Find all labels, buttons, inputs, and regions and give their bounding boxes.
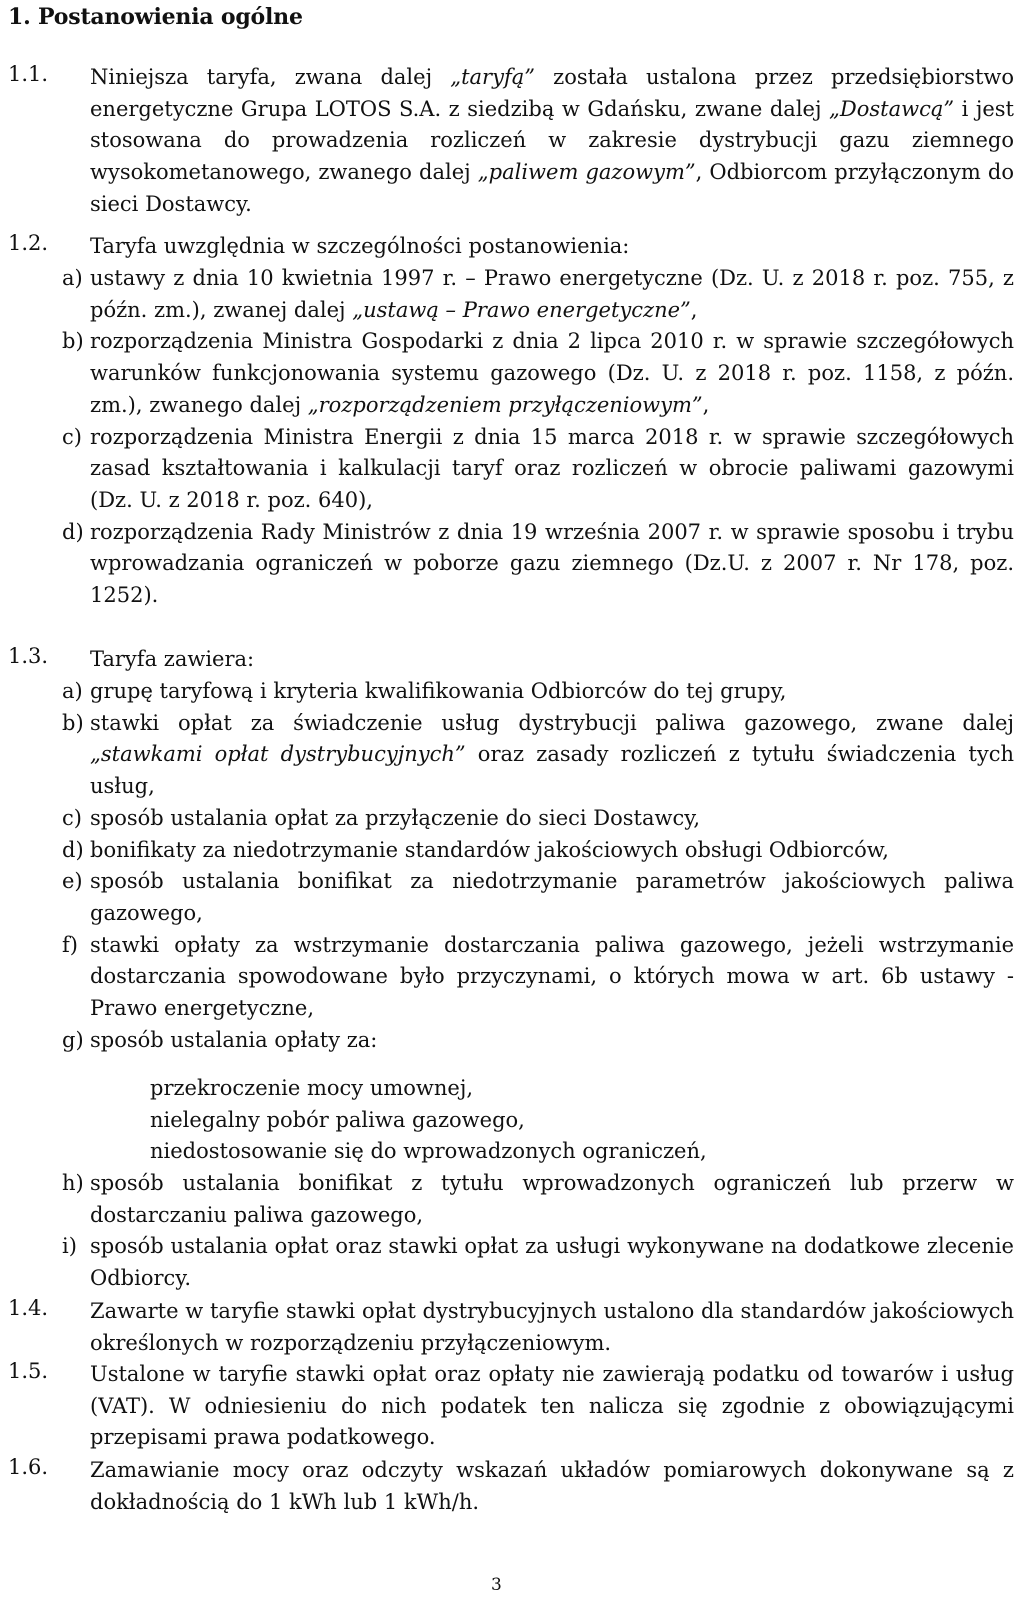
defined-term: „rozporządzeniem przyłączeniowym” <box>307 392 703 417</box>
section-number: 1.1. <box>8 62 49 86</box>
item-letter: b) <box>62 710 84 735</box>
defined-term: „Dostawcą” <box>829 96 955 121</box>
text-run: stawki opłat za świadczenie usług dystrybucji paliwa gazowego, zwane dalej <box>90 710 1014 735</box>
section-number: 1.2. <box>8 231 49 255</box>
text-run: , <box>690 297 698 322</box>
list-item <box>62 1025 1014 1057</box>
text-run: rozporządzenia Ministra Gospodarki z dnia 2 lipca 2010 r. w sprawie szczegółowych warunków funkcjonowania systemu gazowego (Dz. U. z 2018 r. poz. 1158, z późn. zm.), zwanego dalej <box>90 329 1014 417</box>
section-1-2 <box>8 231 1014 263</box>
defined-term: „ustawą – Prawo energetyczne” <box>352 297 691 322</box>
item-text: sposób ustalania opłat za przyłączenie do sieci Dostawcy, <box>90 805 700 830</box>
item-text: sposób ustalania bonifikat za niedotrzymanie parametrów jakościowych paliwa gazowego, <box>90 869 1014 925</box>
section-body: Taryfa zawiera: <box>90 647 255 671</box>
item-letter: d) <box>62 837 84 862</box>
item-text: grupę taryfową i kryteria kwalifikowania Odbiorców do tej grupy, <box>90 679 787 703</box>
list-1-3-cont <box>62 1168 1014 1295</box>
defined-term: „paliwem gazowym” <box>477 160 696 185</box>
list-item <box>62 422 1014 517</box>
item-letter: c) <box>62 424 82 449</box>
section-1-6 <box>8 1455 1014 1518</box>
item-text: rozporządzenia Ministra Energii z dnia 15 marca 2018 r. w sprawie szczegółowych zasad kształtowania i kalkulacji taryf oraz rozliczeń w obrocie paliwami gazowymi (Dz. U. z 2018 r. poz. 640), <box>90 424 1014 512</box>
list-item <box>62 517 1014 612</box>
item-letter: a) <box>62 679 83 703</box>
section-number: 1.6. <box>8 1455 49 1479</box>
list-item <box>62 930 1014 1025</box>
section-number: 1.3. <box>8 644 49 668</box>
section-heading: 1. Postanowienia ogólne <box>8 4 303 30</box>
item-text: sposób ustalania bonifikat z tytułu wprowadzonych ograniczeń lub przerw w dostarczaniu paliwa gazowego, <box>90 1171 1014 1227</box>
section-1-3 <box>8 644 1014 676</box>
item-letter: i) <box>62 1234 77 1259</box>
text-run: , <box>702 392 710 417</box>
section-body: Ustalone w taryfie stawki opłat oraz opłaty nie zawierają podatku od towarów i usług (VAT). W odniesieniu do nich podatek ten nalicza się zgodnie z obowiązującymi przepisami prawa podatkowego. <box>90 1362 1014 1450</box>
list-item <box>62 326 1014 421</box>
section-body: Zamawianie mocy oraz odczyty wskazań układów pomiarowych dokonywane są z dokładnością do 1 kWh lub 1 kWh/h. <box>90 1458 1014 1514</box>
text-run: oraz zasady rozliczeń z tytułu świadczenia tych usług, <box>90 742 1014 799</box>
list-item <box>62 835 1014 867</box>
text-run: została ustalona przez przedsiębiorstwo energetyczne Grupa LOTOS S.A. z siedzibą w Gdańsku, zwane dalej <box>90 65 1015 121</box>
section-1-4 <box>8 1296 1014 1359</box>
section-body <box>90 62 1014 221</box>
item-text: stawki opłaty za wstrzymanie dostarczania paliwa gazowego, jeżeli wstrzymanie dostarczania spowodowane było przyczynami, o których mowa w art. 6b ustawy - Prawo energetyczne, <box>90 932 1014 1021</box>
page-number: 3 <box>491 1575 502 1595</box>
list-item <box>62 676 1014 708</box>
list-1-3 <box>62 676 1014 1056</box>
item-letter: f) <box>62 932 78 957</box>
section-body: Zawarte w taryfie stawki opłat dystrybucyjnych ustalono dla standardów jakościowych określonych w rozporządzeniu przyłączeniowym. <box>90 1299 1014 1355</box>
section-1-1 <box>8 62 1014 221</box>
sub-item: niedostosowanie się do wprowadzonych ograniczeń, <box>150 1139 707 1164</box>
section-number: 1.5. <box>8 1359 49 1383</box>
list-item <box>62 1231 1014 1294</box>
item-letter: e) <box>62 869 83 894</box>
item-text: sposób ustalania opłaty za: <box>90 1027 378 1052</box>
item-text: sposób ustalania opłat oraz stawki opłat za usługi wykonywane na dodatkowe zlecenie Odbiorcy. <box>90 1234 1014 1291</box>
item-letter: d) <box>62 519 84 544</box>
defined-term: „stawkami opłat dystrybucyjnych” <box>90 742 466 767</box>
text-run: , Odbiorcom przyłączonym do sieci Dostawcy. <box>90 160 1014 216</box>
list-item <box>62 1168 1014 1231</box>
item-letter: c) <box>62 805 82 830</box>
text-run: ustawy z dnia 10 kwietnia 1997 r. – Prawo energetyczne (Dz. U. z 2018 r. poz. 755, z późn. zm.), zwanej dalej <box>90 266 1014 322</box>
list-1-2 <box>62 263 1014 612</box>
section-number: 1.4. <box>8 1296 49 1320</box>
section-1-5 <box>8 1359 1014 1454</box>
item-letter: a) <box>62 266 83 290</box>
list-item <box>62 263 1014 326</box>
sub-item: przekroczenie mocy umownej, <box>150 1076 474 1100</box>
sub-list <box>150 1073 707 1168</box>
section-body: Taryfa uwzględnia w szczególności postanowienia: <box>90 234 630 258</box>
item-letter: g) <box>62 1027 84 1052</box>
list-item <box>62 866 1014 929</box>
text-run: Niniejsza taryfa, zwana dalej <box>90 65 451 89</box>
sub-item: nielegalny pobór paliwa gazowego, <box>150 1107 525 1132</box>
item-letter: b) <box>62 329 84 354</box>
list-item <box>62 708 1014 803</box>
list-item <box>62 803 1014 835</box>
defined-term: „taryfą” <box>450 65 535 89</box>
text-run: i jest stosowana do prowadzenia rozliczeń w zakresie dystrybucji gazu ziemnego wysokometanowego, zwanego dalej <box>90 96 1014 185</box>
item-text: bonifikaty za niedotrzymanie standardów jakościowych obsługi Odbiorców, <box>90 837 889 862</box>
item-letter: h) <box>62 1171 84 1195</box>
item-text: rozporządzenia Rady Ministrów z dnia 19 września 2007 r. w sprawie sposobu i trybu wprowadzania ograniczeń w poborze gazu ziemnego (Dz.U. z 2007 r. Nr 178, poz. 1252). <box>90 519 1014 608</box>
